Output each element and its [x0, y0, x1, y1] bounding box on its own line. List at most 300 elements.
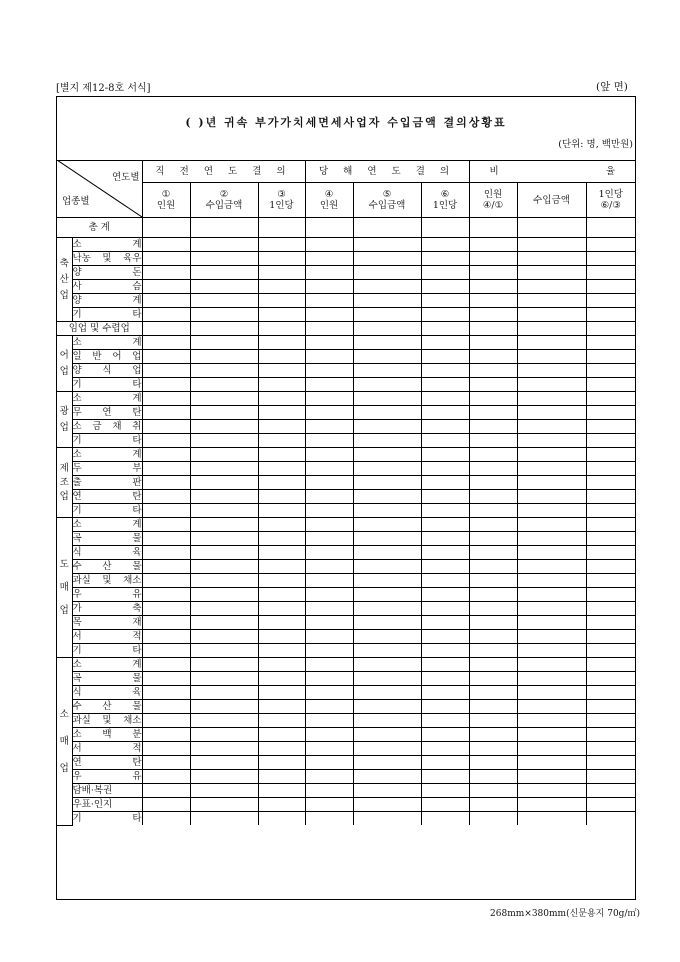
input-cell[interactable]: [305, 308, 353, 322]
input-cell[interactable]: [586, 588, 635, 602]
input-cell[interactable]: [517, 322, 586, 336]
input-cell[interactable]: [469, 322, 517, 336]
input-cell[interactable]: [142, 336, 190, 350]
input-cell[interactable]: [142, 504, 190, 518]
input-cell[interactable]: [517, 686, 586, 700]
input-cell[interactable]: [421, 294, 469, 308]
input-cell[interactable]: [421, 658, 469, 672]
input-cell[interactable]: [469, 350, 517, 364]
input-cell[interactable]: [190, 406, 258, 420]
input-cell[interactable]: [258, 364, 305, 378]
input-cell[interactable]: [586, 686, 635, 700]
input-cell[interactable]: [353, 756, 421, 770]
input-cell[interactable]: [421, 392, 469, 406]
input-cell[interactable]: [190, 504, 258, 518]
input-cell[interactable]: [421, 532, 469, 546]
input-cell[interactable]: [469, 462, 517, 476]
input-cell[interactable]: [586, 336, 635, 350]
input-cell[interactable]: [517, 560, 586, 574]
input-cell[interactable]: [258, 504, 305, 518]
input-cell[interactable]: [469, 504, 517, 518]
input-cell[interactable]: [258, 616, 305, 630]
input-cell[interactable]: [142, 742, 190, 756]
input-cell[interactable]: [469, 714, 517, 728]
input-cell[interactable]: [469, 266, 517, 280]
input-cell[interactable]: [469, 602, 517, 616]
input-cell[interactable]: [190, 602, 258, 616]
input-cell[interactable]: [142, 770, 190, 784]
input-cell[interactable]: [469, 756, 517, 770]
input-cell[interactable]: [517, 658, 586, 672]
input-cell[interactable]: [586, 728, 635, 742]
input-cell[interactable]: [305, 252, 353, 266]
input-cell[interactable]: [353, 218, 421, 238]
input-cell[interactable]: [258, 686, 305, 700]
input-cell[interactable]: [305, 560, 353, 574]
input-cell[interactable]: [190, 378, 258, 392]
input-cell[interactable]: [469, 588, 517, 602]
input-cell[interactable]: [421, 420, 469, 434]
input-cell[interactable]: [305, 218, 353, 238]
input-cell[interactable]: [586, 630, 635, 644]
input-cell[interactable]: [258, 560, 305, 574]
input-cell[interactable]: [190, 336, 258, 350]
input-cell[interactable]: [421, 406, 469, 420]
input-cell[interactable]: [421, 588, 469, 602]
input-cell[interactable]: [469, 476, 517, 490]
input-cell[interactable]: [305, 672, 353, 686]
input-cell[interactable]: [305, 392, 353, 406]
input-cell[interactable]: [142, 238, 190, 252]
input-cell[interactable]: [353, 266, 421, 280]
input-cell[interactable]: [469, 546, 517, 560]
input-cell[interactable]: [469, 812, 517, 826]
input-cell[interactable]: [517, 700, 586, 714]
input-cell[interactable]: [258, 266, 305, 280]
input-cell[interactable]: [469, 336, 517, 350]
input-cell[interactable]: [258, 644, 305, 658]
input-cell[interactable]: [586, 756, 635, 770]
input-cell[interactable]: [190, 672, 258, 686]
input-cell[interactable]: [305, 714, 353, 728]
input-cell[interactable]: [305, 798, 353, 812]
input-cell[interactable]: [258, 434, 305, 448]
input-cell[interactable]: [258, 630, 305, 644]
input-cell[interactable]: [190, 448, 258, 462]
input-cell[interactable]: [421, 476, 469, 490]
input-cell[interactable]: [586, 700, 635, 714]
input-cell[interactable]: [258, 602, 305, 616]
input-cell[interactable]: [586, 546, 635, 560]
input-cell[interactable]: [190, 812, 258, 826]
input-cell[interactable]: [190, 546, 258, 560]
input-cell[interactable]: [305, 490, 353, 504]
input-cell[interactable]: [469, 392, 517, 406]
input-cell[interactable]: [305, 266, 353, 280]
input-cell[interactable]: [353, 490, 421, 504]
input-cell[interactable]: [142, 218, 190, 238]
input-cell[interactable]: [353, 392, 421, 406]
input-cell[interactable]: [258, 252, 305, 266]
input-cell[interactable]: [258, 784, 305, 798]
input-cell[interactable]: [142, 602, 190, 616]
input-cell[interactable]: [142, 672, 190, 686]
input-cell[interactable]: [190, 532, 258, 546]
input-cell[interactable]: [353, 280, 421, 294]
input-cell[interactable]: [421, 308, 469, 322]
input-cell[interactable]: [586, 218, 635, 238]
input-cell[interactable]: [517, 364, 586, 378]
input-cell[interactable]: [305, 322, 353, 336]
input-cell[interactable]: [142, 658, 190, 672]
input-cell[interactable]: [469, 798, 517, 812]
input-cell[interactable]: [517, 742, 586, 756]
input-cell[interactable]: [469, 742, 517, 756]
input-cell[interactable]: [421, 252, 469, 266]
input-cell[interactable]: [353, 560, 421, 574]
input-cell[interactable]: [353, 322, 421, 336]
input-cell[interactable]: [517, 336, 586, 350]
input-cell[interactable]: [305, 574, 353, 588]
input-cell[interactable]: [258, 658, 305, 672]
input-cell[interactable]: [586, 266, 635, 280]
input-cell[interactable]: [190, 308, 258, 322]
input-cell[interactable]: [469, 420, 517, 434]
input-cell[interactable]: [469, 218, 517, 238]
input-cell[interactable]: [586, 420, 635, 434]
input-cell[interactable]: [421, 378, 469, 392]
input-cell[interactable]: [142, 532, 190, 546]
input-cell[interactable]: [586, 294, 635, 308]
input-cell[interactable]: [190, 218, 258, 238]
input-cell[interactable]: [517, 770, 586, 784]
input-cell[interactable]: [190, 588, 258, 602]
input-cell[interactable]: [305, 336, 353, 350]
input-cell[interactable]: [190, 490, 258, 504]
input-cell[interactable]: [305, 448, 353, 462]
input-cell[interactable]: [353, 476, 421, 490]
input-cell[interactable]: [142, 280, 190, 294]
input-cell[interactable]: [190, 616, 258, 630]
input-cell[interactable]: [190, 252, 258, 266]
input-cell[interactable]: [586, 434, 635, 448]
input-cell[interactable]: [142, 518, 190, 532]
input-cell[interactable]: [142, 462, 190, 476]
input-cell[interactable]: [469, 574, 517, 588]
input-cell[interactable]: [469, 518, 517, 532]
input-cell[interactable]: [142, 294, 190, 308]
input-cell[interactable]: [353, 294, 421, 308]
input-cell[interactable]: [353, 252, 421, 266]
input-cell[interactable]: [586, 448, 635, 462]
input-cell[interactable]: [517, 308, 586, 322]
input-cell[interactable]: [469, 434, 517, 448]
input-cell[interactable]: [353, 686, 421, 700]
input-cell[interactable]: [517, 588, 586, 602]
input-cell[interactable]: [258, 756, 305, 770]
input-cell[interactable]: [258, 280, 305, 294]
input-cell[interactable]: [353, 434, 421, 448]
input-cell[interactable]: [190, 630, 258, 644]
input-cell[interactable]: [305, 462, 353, 476]
input-cell[interactable]: [353, 658, 421, 672]
input-cell[interactable]: [258, 742, 305, 756]
input-cell[interactable]: [469, 630, 517, 644]
input-cell[interactable]: [305, 784, 353, 798]
input-cell[interactable]: [517, 266, 586, 280]
input-cell[interactable]: [142, 714, 190, 728]
input-cell[interactable]: [258, 218, 305, 238]
input-cell[interactable]: [517, 238, 586, 252]
input-cell[interactable]: [142, 322, 190, 336]
input-cell[interactable]: [142, 448, 190, 462]
input-cell[interactable]: [421, 350, 469, 364]
input-cell[interactable]: [517, 378, 586, 392]
input-cell[interactable]: [586, 616, 635, 630]
input-cell[interactable]: [258, 518, 305, 532]
input-cell[interactable]: [421, 504, 469, 518]
input-cell[interactable]: [517, 280, 586, 294]
input-cell[interactable]: [353, 308, 421, 322]
input-cell[interactable]: [517, 392, 586, 406]
input-cell[interactable]: [258, 238, 305, 252]
input-cell[interactable]: [305, 602, 353, 616]
input-cell[interactable]: [258, 798, 305, 812]
input-cell[interactable]: [586, 742, 635, 756]
input-cell[interactable]: [305, 364, 353, 378]
input-cell[interactable]: [421, 784, 469, 798]
input-cell[interactable]: [353, 420, 421, 434]
input-cell[interactable]: [142, 686, 190, 700]
input-cell[interactable]: [517, 490, 586, 504]
input-cell[interactable]: [469, 560, 517, 574]
input-cell[interactable]: [586, 812, 635, 826]
input-cell[interactable]: [421, 238, 469, 252]
input-cell[interactable]: [142, 252, 190, 266]
input-cell[interactable]: [353, 238, 421, 252]
input-cell[interactable]: [421, 798, 469, 812]
input-cell[interactable]: [353, 812, 421, 826]
input-cell[interactable]: [586, 308, 635, 322]
input-cell[interactable]: [258, 574, 305, 588]
input-cell[interactable]: [469, 616, 517, 630]
input-cell[interactable]: [421, 336, 469, 350]
input-cell[interactable]: [258, 700, 305, 714]
input-cell[interactable]: [305, 728, 353, 742]
input-cell[interactable]: [305, 644, 353, 658]
input-cell[interactable]: [305, 616, 353, 630]
input-cell[interactable]: [421, 672, 469, 686]
input-cell[interactable]: [469, 700, 517, 714]
input-cell[interactable]: [190, 770, 258, 784]
input-cell[interactable]: [258, 728, 305, 742]
input-cell[interactable]: [190, 714, 258, 728]
input-cell[interactable]: [421, 700, 469, 714]
input-cell[interactable]: [258, 532, 305, 546]
input-cell[interactable]: [142, 700, 190, 714]
input-cell[interactable]: [305, 350, 353, 364]
input-cell[interactable]: [142, 266, 190, 280]
input-cell[interactable]: [258, 490, 305, 504]
input-cell[interactable]: [142, 588, 190, 602]
input-cell[interactable]: [190, 294, 258, 308]
input-cell[interactable]: [353, 784, 421, 798]
input-cell[interactable]: [353, 364, 421, 378]
input-cell[interactable]: [353, 350, 421, 364]
input-cell[interactable]: [421, 602, 469, 616]
input-cell[interactable]: [517, 518, 586, 532]
input-cell[interactable]: [142, 798, 190, 812]
input-cell[interactable]: [190, 686, 258, 700]
input-cell[interactable]: [421, 728, 469, 742]
input-cell[interactable]: [586, 322, 635, 336]
input-cell[interactable]: [469, 294, 517, 308]
input-cell[interactable]: [142, 392, 190, 406]
input-cell[interactable]: [421, 616, 469, 630]
input-cell[interactable]: [586, 770, 635, 784]
input-cell[interactable]: [258, 350, 305, 364]
input-cell[interactable]: [305, 812, 353, 826]
input-cell[interactable]: [353, 546, 421, 560]
input-cell[interactable]: [586, 462, 635, 476]
input-cell[interactable]: [469, 308, 517, 322]
input-cell[interactable]: [517, 812, 586, 826]
input-cell[interactable]: [353, 448, 421, 462]
input-cell[interactable]: [258, 546, 305, 560]
input-cell[interactable]: [258, 812, 305, 826]
input-cell[interactable]: [586, 798, 635, 812]
input-cell[interactable]: [586, 574, 635, 588]
input-cell[interactable]: [517, 756, 586, 770]
input-cell[interactable]: [517, 574, 586, 588]
input-cell[interactable]: [469, 280, 517, 294]
input-cell[interactable]: [421, 574, 469, 588]
input-cell[interactable]: [258, 448, 305, 462]
input-cell[interactable]: [305, 518, 353, 532]
input-cell[interactable]: [469, 770, 517, 784]
input-cell[interactable]: [469, 644, 517, 658]
input-cell[interactable]: [305, 532, 353, 546]
input-cell[interactable]: [469, 672, 517, 686]
input-cell[interactable]: [142, 812, 190, 826]
input-cell[interactable]: [305, 658, 353, 672]
input-cell[interactable]: [586, 280, 635, 294]
input-cell[interactable]: [142, 756, 190, 770]
input-cell[interactable]: [353, 336, 421, 350]
input-cell[interactable]: [421, 686, 469, 700]
input-cell[interactable]: [305, 406, 353, 420]
input-cell[interactable]: [586, 714, 635, 728]
input-cell[interactable]: [421, 218, 469, 238]
input-cell[interactable]: [190, 266, 258, 280]
input-cell[interactable]: [190, 476, 258, 490]
input-cell[interactable]: [190, 322, 258, 336]
input-cell[interactable]: [190, 392, 258, 406]
input-cell[interactable]: [305, 434, 353, 448]
input-cell[interactable]: [353, 518, 421, 532]
input-cell[interactable]: [586, 350, 635, 364]
input-cell[interactable]: [517, 252, 586, 266]
input-cell[interactable]: [190, 462, 258, 476]
input-cell[interactable]: [258, 336, 305, 350]
input-cell[interactable]: [258, 378, 305, 392]
input-cell[interactable]: [586, 602, 635, 616]
input-cell[interactable]: [353, 630, 421, 644]
input-cell[interactable]: [469, 378, 517, 392]
input-cell[interactable]: [469, 238, 517, 252]
input-cell[interactable]: [190, 574, 258, 588]
input-cell[interactable]: [586, 490, 635, 504]
input-cell[interactable]: [190, 784, 258, 798]
input-cell[interactable]: [421, 322, 469, 336]
input-cell[interactable]: [142, 490, 190, 504]
input-cell[interactable]: [421, 742, 469, 756]
input-cell[interactable]: [258, 406, 305, 420]
input-cell[interactable]: [586, 532, 635, 546]
input-cell[interactable]: [421, 280, 469, 294]
input-cell[interactable]: [586, 392, 635, 406]
input-cell[interactable]: [469, 406, 517, 420]
input-cell[interactable]: [353, 714, 421, 728]
input-cell[interactable]: [353, 378, 421, 392]
input-cell[interactable]: [142, 406, 190, 420]
input-cell[interactable]: [142, 420, 190, 434]
input-cell[interactable]: [469, 252, 517, 266]
input-cell[interactable]: [353, 798, 421, 812]
input-cell[interactable]: [517, 504, 586, 518]
input-cell[interactable]: [517, 546, 586, 560]
input-cell[interactable]: [421, 448, 469, 462]
input-cell[interactable]: [190, 560, 258, 574]
input-cell[interactable]: [469, 658, 517, 672]
input-cell[interactable]: [517, 462, 586, 476]
input-cell[interactable]: [190, 700, 258, 714]
input-cell[interactable]: [353, 700, 421, 714]
input-cell[interactable]: [353, 588, 421, 602]
input-cell[interactable]: [190, 350, 258, 364]
input-cell[interactable]: [517, 406, 586, 420]
input-cell[interactable]: [421, 364, 469, 378]
input-cell[interactable]: [517, 798, 586, 812]
input-cell[interactable]: [305, 756, 353, 770]
input-cell[interactable]: [586, 406, 635, 420]
input-cell[interactable]: [586, 518, 635, 532]
input-cell[interactable]: [305, 686, 353, 700]
input-cell[interactable]: [305, 504, 353, 518]
input-cell[interactable]: [258, 308, 305, 322]
input-cell[interactable]: [517, 434, 586, 448]
input-cell[interactable]: [421, 434, 469, 448]
input-cell[interactable]: [190, 238, 258, 252]
input-cell[interactable]: [190, 434, 258, 448]
input-cell[interactable]: [421, 490, 469, 504]
input-cell[interactable]: [305, 280, 353, 294]
input-cell[interactable]: [258, 322, 305, 336]
input-cell[interactable]: [421, 714, 469, 728]
input-cell[interactable]: [517, 350, 586, 364]
input-cell[interactable]: [353, 602, 421, 616]
input-cell[interactable]: [142, 574, 190, 588]
input-cell[interactable]: [517, 644, 586, 658]
input-cell[interactable]: [469, 448, 517, 462]
input-cell[interactable]: [305, 294, 353, 308]
input-cell[interactable]: [142, 728, 190, 742]
input-cell[interactable]: [190, 742, 258, 756]
input-cell[interactable]: [142, 560, 190, 574]
input-cell[interactable]: [258, 462, 305, 476]
input-cell[interactable]: [517, 476, 586, 490]
input-cell[interactable]: [258, 672, 305, 686]
